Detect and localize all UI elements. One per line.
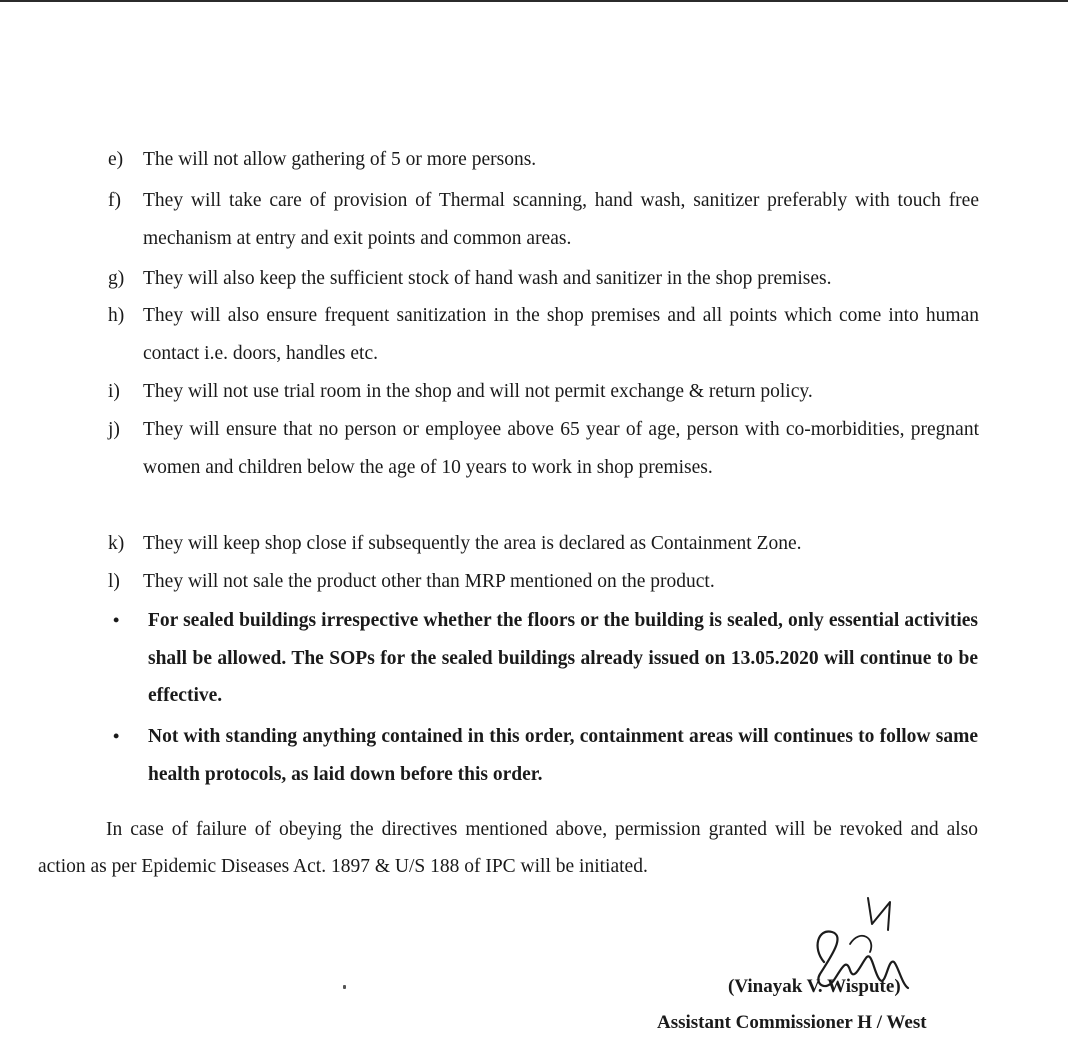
scan-speck [343, 985, 346, 989]
list-item-text: They will also keep the sufficient stock of hand wash and sanitizer in the shop premises. [143, 268, 832, 289]
bullet-text: For sealed buildings irrespective whether the floors or the building is sealed, only essential activities shall be allowed. The SOPs for the sealed buildings already issued on 13.05.2020 will continue to be effective. [148, 610, 978, 706]
closing-paragraph: In case of failure of obeying the directives mentioned above, permission granted will be revoked and also action as per Epidemic Diseases Act. 1897 & U/S 188 of IPC will be initiated. [38, 819, 978, 877]
list-marker: l) [108, 571, 120, 592]
list-item-text: They will not sale the product other than MRP mentioned on the product. [143, 571, 715, 592]
list-item-text: The will not allow gathering of 5 or more persons. [143, 149, 537, 170]
list-marker: j) [108, 419, 120, 440]
list-item-text: They will ensure that no person or employee above 65 year of age, person with co-morbidities, pregnant women and children below the age of 10 years to work in shop premises. [143, 419, 979, 478]
list-item-text: They will also ensure frequent sanitization in the shop premises and all points which come into human contact i.e. doors, handles etc. [143, 305, 979, 364]
list-item-text: They will not use trial room in the shop and will not permit exchange & return policy. [143, 381, 813, 402]
list-marker: h) [108, 305, 125, 326]
list-marker: k) [108, 533, 125, 554]
list-marker: i) [108, 381, 120, 402]
list-item-text: They will keep shop close if subsequently the area is declared as Containment Zone. [143, 533, 802, 554]
list-marker: e) [108, 149, 124, 170]
list-marker: f) [108, 190, 121, 211]
signatory-name: (Vinayak V. Wispute) [728, 976, 901, 997]
signatory-title: Assistant Commissioner H / West [657, 1012, 927, 1033]
bullet-symbol: • [113, 610, 120, 630]
bullet-symbol: • [113, 726, 120, 746]
list-item-text: They will take care of provision of Thermal scanning, hand wash, sanitizer preferably with touch free mechanism at entry and exit points and common areas. [143, 190, 979, 249]
bullet-text: Not with standing anything contained in this order, containment areas will continues to follow same health protocols, as laid down before this order. [148, 726, 978, 785]
list-marker: g) [108, 268, 125, 289]
